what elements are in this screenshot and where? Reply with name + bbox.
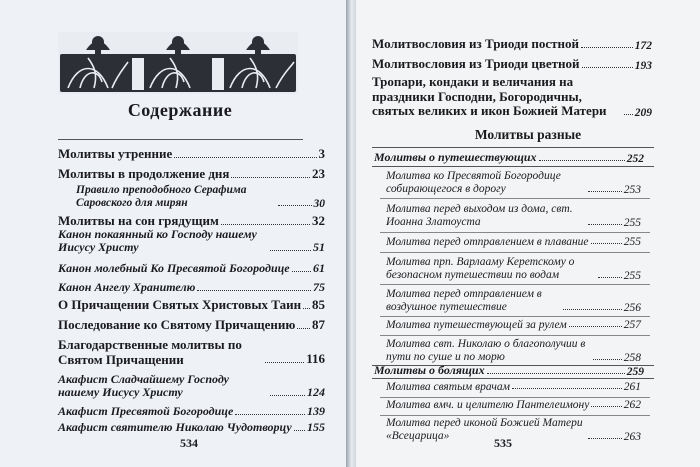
entry-title: Акафист Сладчайшему Господу нашему Иисусу Христу [58, 372, 229, 400]
group-rule [372, 378, 654, 379]
entry-page: 61 [313, 261, 325, 275]
entry-page: 85 [312, 297, 325, 312]
dot-leader [593, 359, 622, 360]
toc-entry[interactable] [386, 288, 641, 314]
entry-page: 30 [313, 197, 325, 210]
toc-entry[interactable] [58, 373, 325, 400]
toc-entry[interactable] [386, 203, 641, 229]
entry-page: 256 [623, 301, 641, 314]
item-rule [380, 316, 650, 317]
entry-title: Тропари, кондаки и величания на праздники Господни, Богородичны, святых великих и икон Божией Матери [372, 74, 607, 119]
entry-page: 257 [623, 319, 641, 331]
entry-page: 139 [307, 404, 325, 418]
entry-page: 252 [626, 153, 644, 165]
entry-page: 263 [623, 430, 641, 443]
dot-leader [588, 191, 622, 192]
right-page [356, 0, 700, 467]
toc-entry[interactable] [58, 280, 325, 295]
entry-title: Молитвы о путешествующих [374, 150, 537, 164]
toc-entry[interactable] [386, 170, 641, 196]
entry-title: Молитва перед отправлением в воздушное путешествие [386, 288, 542, 313]
dot-leader [221, 224, 310, 225]
entry-title: Молитвословия из Триоди цветной [372, 56, 580, 71]
entry-title: Канон молебный Ко Пресвятой Богородице [58, 261, 290, 275]
dot-leader [588, 224, 622, 225]
item-rule [380, 335, 650, 336]
entry-page: 258 [623, 351, 641, 364]
entry-title: Молитва святым врачам [386, 381, 511, 393]
entry-page: 255 [623, 269, 641, 282]
entry-page: 261 [623, 381, 641, 393]
toc-entry[interactable] [386, 338, 641, 364]
toc-entry[interactable] [372, 36, 652, 52]
toc-entry[interactable] [58, 261, 325, 276]
group-rule [372, 166, 654, 167]
dot-leader [265, 362, 304, 363]
toc-entry[interactable] [58, 166, 325, 182]
dot-leader [624, 114, 633, 115]
toc-entry[interactable] [58, 420, 325, 435]
entry-page: 23 [312, 166, 325, 181]
entry-page: 209 [634, 106, 652, 119]
item-rule [380, 415, 650, 416]
entry-page: 87 [312, 317, 325, 332]
entry-page: 124 [307, 384, 325, 399]
entry-page: 255 [623, 216, 641, 229]
contents-heading: Содержание [127, 100, 233, 120]
dot-leader [270, 250, 311, 251]
item-rule [380, 232, 650, 233]
toc-entry[interactable] [58, 404, 325, 419]
toc-entry[interactable] [76, 184, 325, 210]
item-rule [380, 397, 650, 398]
entry-page: 32 [312, 213, 325, 228]
dot-leader [294, 430, 305, 431]
entry-title: Канон Ангелу Хранителю [58, 280, 196, 294]
toc-entry[interactable] [386, 417, 641, 443]
entry-title: Молитва прп. Варлааму Керетскому о безопасном путешествии по водам [386, 256, 575, 281]
entry-title: Канон покаянный ко Господу нашему Иисусу Христу [58, 227, 257, 255]
dot-leader [292, 271, 311, 272]
entry-page: 262 [623, 399, 641, 411]
dot-leader [231, 177, 310, 178]
dot-leader [487, 373, 625, 374]
toc-entry[interactable] [372, 56, 652, 72]
dot-leader [582, 67, 633, 68]
toc-entry[interactable] [372, 75, 652, 119]
entry-page: 51 [313, 239, 325, 254]
section-rule [372, 147, 654, 148]
entry-title: Благодарственные молитвы по Святом Причащении [58, 337, 242, 367]
dot-leader [512, 388, 622, 389]
entry-page: 3 [318, 146, 325, 161]
entry-title: Акафист святителю Николаю Чудотворцу [58, 420, 292, 434]
section-title: Молитвы разные [474, 127, 582, 142]
entry-title: О Причащении Святых Христовых Таин [58, 297, 302, 312]
entry-title: Молитвы на сон грядущим [58, 213, 219, 228]
toc-group-entry[interactable] [374, 150, 644, 165]
entry-title: Последование ко Святому Причащению [58, 317, 296, 332]
toc-entry[interactable] [386, 319, 641, 331]
entry-title: Молитва свт. Николаю о благополучии в пути по суше и по морю [386, 338, 586, 363]
entry-title: Молитва вмч. и целителю Пантелеимону [386, 399, 590, 411]
entry-page: 259 [626, 366, 644, 378]
entry-page: 155 [307, 420, 325, 434]
entry-title: Молитва ко Пресвятой Богородице собирающегося в дорогу [386, 170, 561, 195]
entry-page: 255 [623, 236, 641, 248]
toc-entry[interactable] [58, 317, 325, 333]
toc-entry[interactable] [58, 338, 325, 367]
dot-leader [174, 157, 316, 158]
dot-leader [588, 438, 622, 439]
ornament-headpiece [58, 32, 298, 94]
entry-page: 172 [634, 40, 652, 52]
dot-leader [563, 309, 622, 310]
entry-page: 116 [306, 351, 325, 367]
entry-page: 75 [313, 280, 325, 294]
page-number: 535 [494, 436, 512, 450]
dot-leader [591, 243, 622, 244]
item-rule [380, 198, 650, 199]
dot-leader [581, 47, 633, 48]
dot-leader [278, 205, 312, 206]
toc-entry[interactable] [58, 228, 325, 255]
toc-entry[interactable] [386, 381, 641, 393]
entry-title: Молитвы утренние [58, 146, 173, 161]
toc-entry[interactable] [386, 399, 641, 411]
dot-leader [569, 326, 622, 327]
dot-leader [591, 406, 621, 407]
entry-title: Молитва перед отправлением в плавание [386, 236, 589, 248]
entry-title: Молитвы о болящих [374, 363, 485, 377]
entry-title: Правило преподобного Серафима Саровского для мирян [76, 184, 247, 209]
entry-title: Молитвословия из Триоди постной [372, 36, 579, 51]
dot-leader [598, 277, 622, 278]
toc-entry[interactable] [386, 236, 641, 248]
entry-page: 253 [623, 183, 641, 196]
entry-title: Молитвы в продолжение дня [58, 166, 230, 181]
item-rule [380, 284, 650, 285]
dot-leader [270, 395, 305, 396]
toc-entry[interactable] [58, 146, 325, 162]
heading-rule [58, 139, 303, 140]
toc-group-entry[interactable] [374, 363, 644, 378]
page-number: 534 [180, 436, 198, 450]
dot-leader [539, 160, 625, 161]
entry-title: Молитва перед выходом из дома, свт. Иоанна Златоуста [386, 203, 573, 228]
toc-entry[interactable] [58, 297, 325, 313]
dot-leader [235, 414, 305, 415]
dot-leader [197, 290, 311, 291]
entry-title: Молитва путешествующей за рулем [386, 319, 567, 331]
entry-title: Акафист Пресвятой Богородице [58, 404, 234, 418]
item-rule [380, 252, 650, 253]
entry-page: 193 [634, 60, 652, 72]
toc-entry[interactable] [386, 256, 641, 282]
entry-title: Молитва перед иконой Божией Матери «Всецарица» [386, 417, 583, 442]
dot-leader [303, 308, 310, 309]
dot-leader [297, 328, 310, 329]
